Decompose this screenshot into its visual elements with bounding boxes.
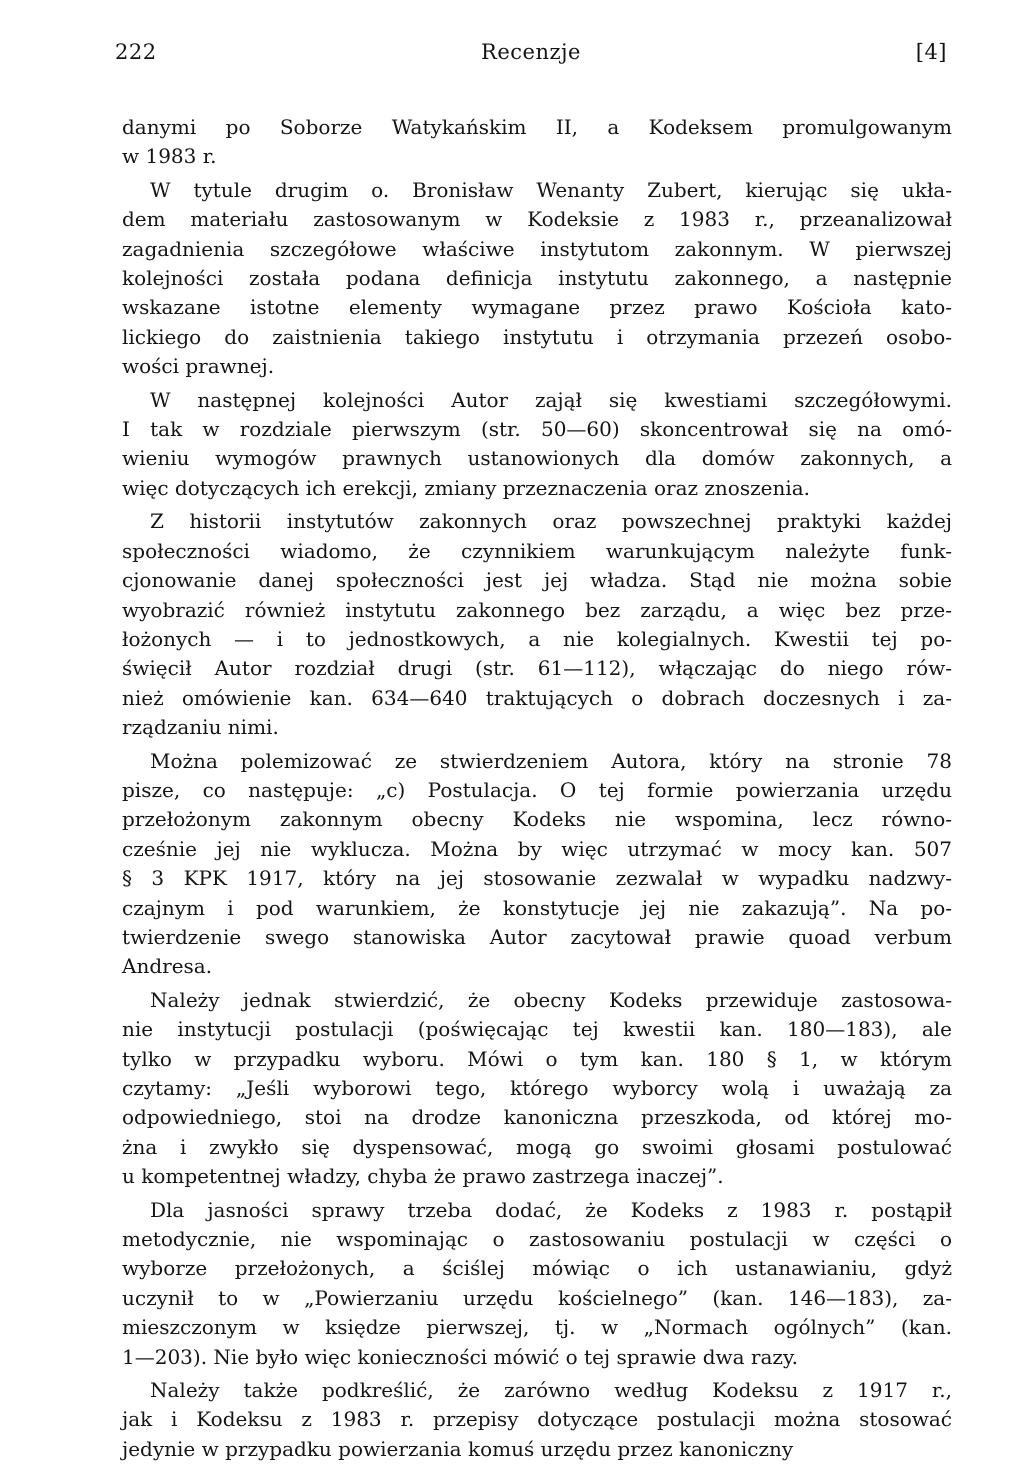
text-line: I tak w rozdziale pierwszym (str. 50—60) skoncentrował się na omó- [122, 417, 952, 442]
text-line: uczynił to w „Powierzaniu urzędu kościelnego” (kan. 146—183), za- [122, 1285, 952, 1310]
text-line: społeczności wiadomo, że czynnikiem warunkującym należyte funk- [122, 538, 952, 563]
text-line: W następnej kolejności Autor zajął się kwestiami szczegółowymi. [150, 387, 952, 412]
text-line: wości prawnej. [122, 354, 275, 379]
text-line: Andresa. [122, 954, 213, 979]
text-line: święcił Autor rozdział drugi (str. 61—112), włączając do niego rów- [122, 656, 952, 681]
text-line: rządzaniu nimi. [122, 715, 279, 740]
text-line: Z historii instytutów zakonnych oraz powszechnej praktyki każdej [150, 509, 952, 534]
text-line: więc dotyczących ich erekcji, zmiany przeznaczenia oraz znoszenia. [122, 475, 811, 500]
section-number: [4] [915, 40, 947, 64]
text-line: § 3 KPK 1917, który na jej stosowanie zezwalał w wypadku nadzwy- [122, 866, 952, 891]
text-line: dem materiału zastosowanym w Kodeksie z 1983 r., przeanalizował [122, 207, 952, 232]
text-line: Należy także podkreślić, że zarówno według Kodeksu z 1917 r., [150, 1378, 952, 1403]
paragraph [122, 386, 952, 504]
text-line: W tytule drugim o. Bronisław Wenanty Zubert, kierując się ukła- [150, 177, 952, 202]
running-title: Recenzje [481, 40, 581, 64]
paragraph [122, 1196, 952, 1372]
text-line: Można polemizować ze stwierdzeniem Autora, który na stronie 78 [150, 748, 952, 773]
text-line: 1—203). Nie było więc konieczności mówić o tej sprawie dwa razy. [122, 1344, 798, 1369]
text-line: lickiego do zaistnienia takiego instytutu i otrzymania przezeń osobo- [122, 324, 952, 349]
text-line: Dla jasności sprawy trzeba dodać, że Kodeks z 1983 r. postąpił [150, 1197, 952, 1222]
text-line: metodycznie, nie wspominając o zastosowaniu postulacji w części o [122, 1227, 952, 1252]
text-line: twierdzenie swego stanowiska Autor zacytował prawie quoad verbum [122, 924, 952, 949]
page-header [115, 40, 947, 76]
text-line: cześnie jej nie wyklucza. Można by więc utrzymać w mocy kan. 507 [122, 836, 952, 861]
paragraph [122, 747, 952, 982]
text-line: w 1983 r. [122, 144, 217, 169]
paragraph [122, 113, 952, 172]
text-line: zagadnienia szczegółowe właściwe instytutom zakonnym. W pierwszej [122, 236, 952, 261]
text-line: wyborze przełożonych, a ściślej mówiąc o ich ustanawianiu, gdyż [122, 1256, 952, 1281]
text-line: wyobrazić również instytutu zakonnego bez zarządu, a więc bez prze- [122, 597, 952, 622]
paragraph [122, 176, 952, 382]
text-line: żna i zwykło się dyspensować, mogą go swoimi głosami postulować [122, 1134, 952, 1159]
text-line: danymi po Soborze Watykańskim II, a Kodeksem promulgowanym [122, 115, 952, 139]
text-line: jedynie w przypadku powierzania komuś urzędu przez kanoniczny [122, 1436, 794, 1461]
paragraph [122, 507, 952, 742]
text-line: odpowiedniego, stoi na drodze kanoniczna przeszkoda, od której mo- [122, 1105, 952, 1130]
paragraph [122, 1376, 952, 1464]
text-line: czytamy: „Jeśli wyborowi tego, którego wyborcy wolą i uważają za [122, 1076, 952, 1100]
text-line: przełożonym zakonnym obecny Kodeks nie wspomina, lecz równo- [122, 807, 952, 832]
text-line: wskazane istotne elementy wymagane przez prawo Kościoła kato- [122, 295, 952, 320]
text-line: wieniu wymogów prawnych ustanowionych dla domów zakonnych, a [122, 446, 952, 471]
text-line: pisze, co następuje: „c) Postulacja. O tej formie powierzania urzędu [122, 777, 952, 802]
paragraph [122, 986, 952, 1192]
text-line: łożonych — i to jednostkowych, a nie kolegialnych. Kwestii tej po- [122, 626, 952, 651]
text-line: cjonowanie danej społeczności jest jej władza. Stąd nie można sobie [122, 568, 952, 593]
text-line: czajnym i pod warunkiem, że konstytucje jej nie zakazują”. Na po- [122, 895, 952, 920]
text-line: kolejności została podana definicja instytutu zakonnego, a następnie [122, 266, 952, 291]
text-line: mieszczonym w księdze pierwszej, tj. w „Normach ogólnych” (kan. [122, 1315, 952, 1340]
text-line: tylko w przypadku wyboru. Mówi o tym kan. 180 § 1, w którym [122, 1046, 952, 1071]
text-line: nież omówienie kan. 634—640 traktujących o dobrach doczesnych i za- [122, 685, 952, 710]
text-line: Należy jednak stwierdzić, że obecny Kodeks przewiduje zastosowa- [150, 987, 952, 1012]
review-text [122, 113, 952, 1468]
text-line: u kompetentnej władzy, chyba że prawo zastrzega inaczej”. [122, 1164, 724, 1189]
page-number: 222 [115, 40, 157, 64]
text-line: jak i Kodeksu z 1983 r. przepisy dotyczące postulacji można stosować [122, 1407, 952, 1432]
text-line: nie instytucji postulacji (poświęcając tej kwestii kan. 180—183), ale [122, 1017, 952, 1042]
